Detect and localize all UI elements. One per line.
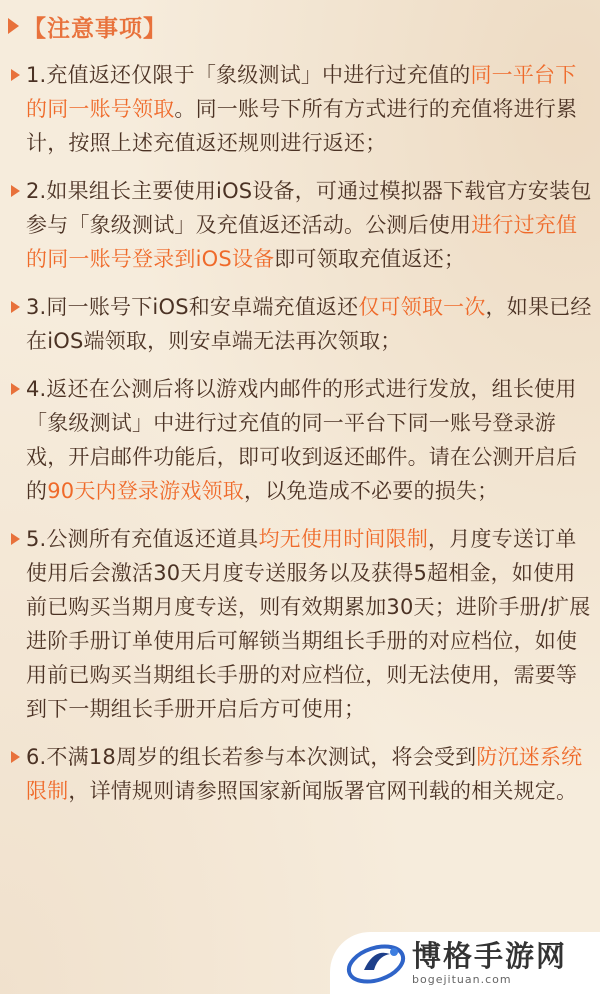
bullet-arrow-icon (11, 69, 20, 81)
item-highlight: 仅可领取一次 (358, 295, 486, 319)
watermark-text (412, 939, 567, 987)
triangle-arrow-icon (8, 18, 19, 34)
watermark-name: 博格手游网 (412, 939, 568, 973)
item-text: 4.返还在公测后将以游戏内邮件的形式进行发放，组长使用「象级测试」中进行过充值的同一平台下同一账号登录游戏，开启邮件功能后，即可收到返还邮件。请在公测开启后的 (26, 377, 578, 503)
item-highlight: 均无使用时间限制 (258, 527, 429, 551)
bullet-arrow-icon (11, 383, 20, 395)
bullet-arrow-icon (11, 533, 20, 545)
item-highlight: 防沉迷系统限制 (26, 745, 583, 803)
item-text: 3.同一账号下iOS和安卓端充值返还 (26, 295, 359, 319)
item-text: 1.充值返还仅限于「象级测试」中进行过充值的 (26, 63, 471, 87)
notice-item-3 (10, 290, 594, 358)
notice-item-2 (10, 174, 594, 276)
item-text: 2.如果组长主要使用iOS设备，可通过模拟器下载官方安装包参与「象级测试」及充值返还活动。公测后使用 (26, 179, 592, 237)
item-text: ，月度专送订单使用后会激活30天月度专送服务以及获得5超相金，如使用前已购买当期月度专送，则有效期累加30天；进阶手册/扩展进阶手册订单使用后可解锁当期组长手册的对应档位，如使用前已购买当期组长手册的对应档位，则无法使用，需要等到下一期组长手册开启后方可使用； (26, 527, 591, 721)
item-highlight: 同一平台下的同一账号领取 (26, 63, 577, 121)
notice-list (10, 58, 594, 822)
item-text: ，以免造成不必要的损失； (243, 479, 499, 503)
watermark-url: bogejituan.com (412, 973, 512, 986)
item-text: 5.公测所有充值返还道具 (26, 527, 259, 551)
site-logo-icon (344, 940, 408, 986)
bullet-arrow-icon (11, 185, 20, 197)
notice-title: 【注意事项】 (23, 15, 167, 42)
item-highlight: 90天内登录游戏领取 (47, 479, 244, 503)
item-text: 6.不满18周岁的组长若参与本次测试，将会受到 (26, 745, 477, 769)
item-text: 即可领取充值返还； (274, 247, 466, 271)
item-highlight: 进行过充值的同一账号登录到iOS设备 (26, 213, 578, 271)
notice-item-6 (10, 740, 594, 808)
item-text: 。同一账号下所有方式进行的充值将进行累计，按照上述充值返还规则进行返还； (26, 97, 578, 155)
site-watermark (330, 932, 600, 994)
item-text: ，详情规则请参照国家新闻版署官网刊载的相关规定。 (68, 779, 578, 803)
bullet-arrow-icon (11, 751, 20, 763)
notice-item-5 (10, 522, 594, 726)
bullet-arrow-icon (11, 301, 20, 313)
item-text: ，如果已经在iOS端领取，则安卓端无法再次领取； (26, 295, 592, 353)
notice-item-4 (10, 372, 594, 508)
notice-item-1 (10, 58, 594, 160)
notice-header (8, 6, 167, 46)
